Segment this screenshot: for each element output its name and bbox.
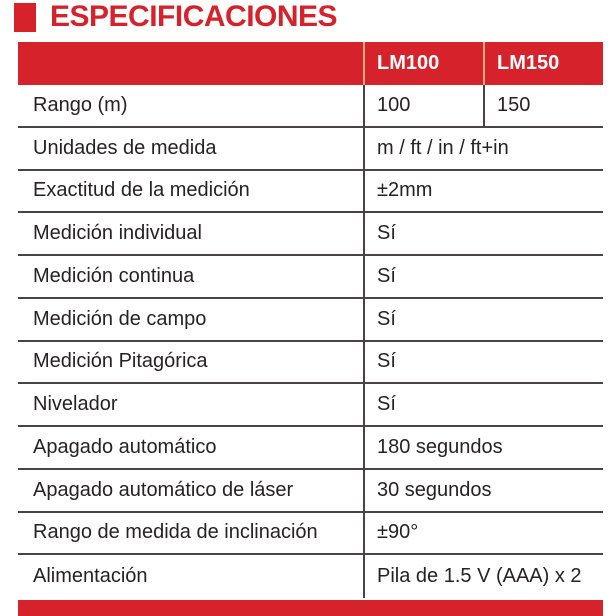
table-row — [18, 256, 603, 299]
spec-label: Medición Pitagórica — [33, 350, 208, 373]
spec-label: Medición individual — [33, 222, 202, 245]
table-row — [18, 213, 603, 256]
spec-value: m / ft / in / ft+in — [363, 128, 603, 169]
header-model-lm100: LM100 — [363, 42, 483, 85]
red-square-bullet-icon — [14, 3, 36, 32]
header-model-lm150: LM150 — [483, 42, 603, 85]
spec-label: Apagado automático de láser — [33, 478, 294, 501]
spec-value: 30 segundos — [363, 470, 603, 511]
table-row — [18, 342, 603, 385]
spec-label: Nivelador — [33, 393, 118, 416]
spec-value: Sí — [363, 213, 603, 254]
spec-label: Alimentación — [33, 565, 148, 588]
spec-value: Sí — [363, 384, 603, 425]
spec-label: Rango (m) — [33, 93, 128, 116]
spec-label: Medición continua — [33, 264, 195, 287]
table-row — [18, 299, 603, 342]
header-blank-cell — [18, 42, 363, 85]
spec-label: Rango de medida de inclinación — [33, 521, 318, 544]
spec-value: Sí — [363, 256, 603, 297]
spec-value: Pila de 1.5 V (AAA) x 2 — [363, 555, 603, 598]
table-row — [18, 470, 603, 513]
table-row — [18, 427, 603, 470]
table-row — [18, 85, 603, 128]
spec-value: Sí — [363, 342, 603, 383]
section-title: ESPECIFICACIONES — [50, 0, 338, 33]
spec-value-lm100: 100 — [363, 85, 483, 126]
spec-label: Apagado automático — [33, 435, 217, 458]
spec-value: ±90° — [363, 513, 603, 554]
section-header — [14, 0, 337, 33]
spec-label: Exactitud de la medición — [33, 179, 250, 202]
table-row — [18, 555, 603, 598]
table-header-row — [18, 42, 603, 85]
table-row — [18, 128, 603, 171]
specifications-table — [18, 42, 603, 598]
table-row — [18, 513, 603, 556]
spec-value-lm150: 150 — [483, 85, 603, 126]
spec-label: Medición de campo — [33, 307, 207, 330]
spec-value: ±2mm — [363, 171, 603, 212]
table-row — [18, 171, 603, 214]
table-row — [18, 384, 603, 427]
next-section-band — [18, 600, 603, 616]
spec-label: Unidades de medida — [33, 136, 217, 159]
spec-value: 180 segundos — [363, 427, 603, 468]
spec-value: Sí — [363, 299, 603, 340]
